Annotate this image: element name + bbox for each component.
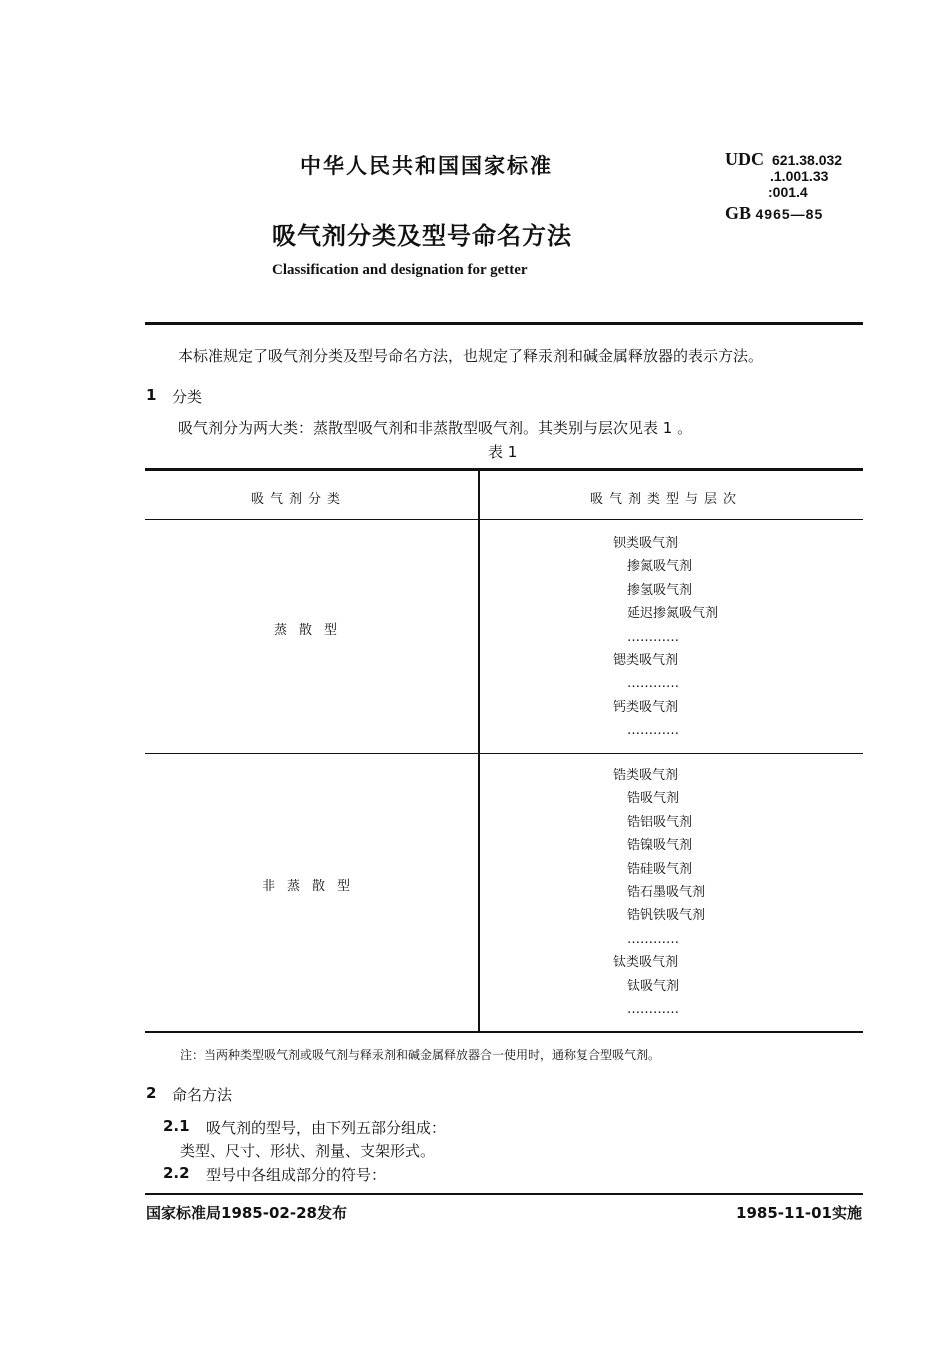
type-level-item: 钙类吸气剂 bbox=[613, 699, 679, 715]
document-title-english: Classification and designation for getter bbox=[272, 262, 528, 278]
type-level-item: 掺氮吸气剂 bbox=[627, 559, 693, 575]
type-level-item: 钡类吸气剂 bbox=[613, 536, 679, 551]
section-2-1-list: 类型、尺寸、形状、剂量、支架形式。 bbox=[180, 1142, 436, 1160]
type-level-item: ………… bbox=[627, 723, 679, 739]
udc-code-line-1: 621.38.032 bbox=[772, 152, 843, 168]
section-2-number: 2 bbox=[146, 1084, 157, 1102]
section-2-2-text: 型号中各组成部分的符号： bbox=[206, 1166, 387, 1184]
gb-number: 4965—85 bbox=[755, 206, 824, 222]
type-level-item: 锆吸气剂 bbox=[627, 791, 680, 807]
gb-standard-number bbox=[725, 203, 823, 224]
section-2-title: 命名方法 bbox=[172, 1086, 233, 1104]
table-bottom-border bbox=[145, 1031, 863, 1033]
category-evaporable: 蒸散型 bbox=[274, 623, 350, 638]
udc-label: UDC bbox=[725, 149, 764, 169]
category-non-evaporable: 非蒸散型 bbox=[262, 879, 363, 894]
table-column-divider bbox=[478, 468, 480, 1033]
classification-table bbox=[145, 468, 863, 1033]
type-level-item: ………… bbox=[627, 676, 679, 692]
type-level-item: 锆镍吸气剂 bbox=[627, 838, 693, 854]
section-2-2-number: 2.2 bbox=[163, 1164, 190, 1182]
issued-date: 国家标准局1985-02-28发布 bbox=[146, 1204, 347, 1222]
type-level-item: 锆钒铁吸气剂 bbox=[627, 908, 706, 924]
type-level-item: 钛类吸气剂 bbox=[613, 955, 679, 971]
table-header-type-level: 吸气剂类型与层次 bbox=[590, 492, 743, 507]
type-level-item: 锆铝吸气剂 bbox=[627, 814, 693, 830]
section-1-text: 吸气剂分为两大类：蒸散型吸气剂和非蒸散型吸气剂。其类别与层次见表 1 。 bbox=[178, 419, 693, 437]
type-level-item: 锆硅吸气剂 bbox=[627, 861, 693, 877]
udc-code-line-3: :001.4 bbox=[768, 184, 808, 200]
organization-title: 中华人民共和国国家标准 bbox=[300, 154, 553, 178]
footer-divider bbox=[145, 1193, 863, 1195]
table-header-border bbox=[145, 519, 863, 520]
non-evaporable-type-list bbox=[613, 764, 705, 1021]
type-level-item: 锆石墨吸气剂 bbox=[627, 885, 706, 901]
table-row-divider bbox=[145, 753, 863, 754]
section-1-title: 分类 bbox=[172, 388, 203, 406]
type-level-item: 锶类吸气剂 bbox=[613, 653, 679, 669]
table-note: 注：当两种类型吸气剂或吸气剂与释汞剂和碱金属释放器合一使用时，通称复合型吸气剂。 bbox=[180, 1048, 661, 1062]
section-1-number: 1 bbox=[146, 386, 157, 404]
type-level-item: ………… bbox=[627, 931, 679, 947]
intro-paragraph: 本标准规定了吸气剂分类及型号命名方法，也规定了释汞剂和碱金属释放器的表示方法。 bbox=[178, 347, 764, 365]
document-title: 吸气剂分类及型号命名方法 bbox=[272, 222, 572, 250]
header-divider bbox=[145, 322, 863, 325]
evaporable-type-list bbox=[613, 532, 718, 743]
type-level-item: 锆类吸气剂 bbox=[613, 768, 679, 783]
section-2-1-text: 吸气剂的型号，由下列五部分组成： bbox=[206, 1119, 447, 1137]
gb-label: GB bbox=[725, 203, 752, 223]
type-level-item: ………… bbox=[627, 1002, 679, 1018]
type-level-item: 掺氢吸气剂 bbox=[627, 582, 693, 598]
udc-code-line-2: .1.001.33 bbox=[770, 168, 829, 184]
section-2-1-number: 2.1 bbox=[163, 1117, 190, 1135]
type-level-item: 钛吸气剂 bbox=[627, 978, 680, 994]
table-header-classification: 吸气剂分类 bbox=[251, 492, 347, 507]
type-level-item: ………… bbox=[627, 629, 679, 645]
table-caption: 表 1 bbox=[488, 443, 518, 461]
table-top-border bbox=[145, 468, 863, 471]
effective-date: 1985-11-01实施 bbox=[736, 1204, 862, 1222]
type-level-item: 延迟掺氮吸气剂 bbox=[627, 606, 719, 622]
